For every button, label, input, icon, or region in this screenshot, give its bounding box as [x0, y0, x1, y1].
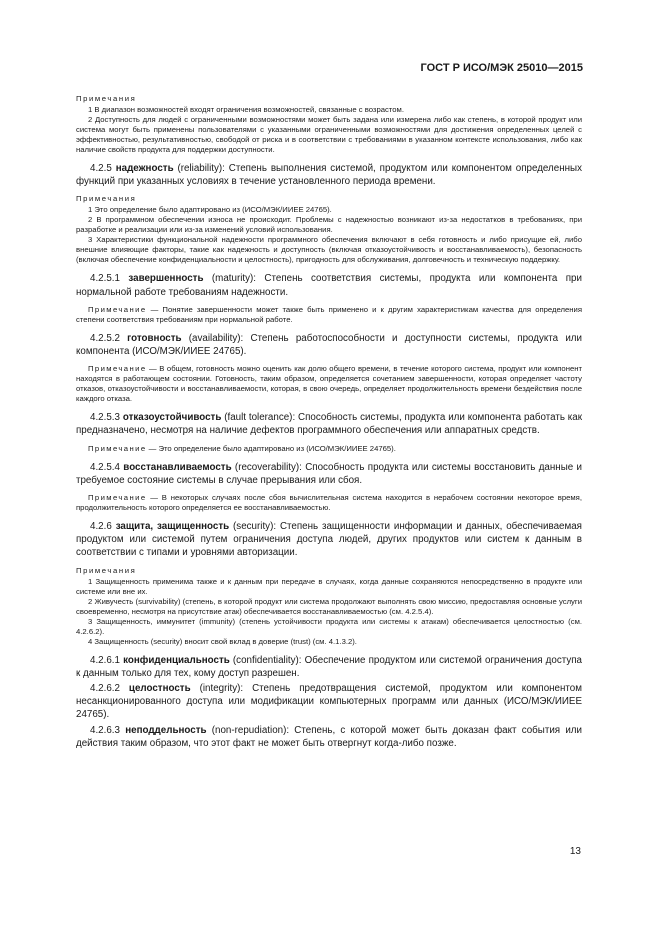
clause-number: 4.2.5.1	[90, 273, 120, 285]
note-single	[76, 493, 582, 513]
note-text: — Это определение было адаптировано из (ИСО/МЭК/ИИЕЕ 24765).	[146, 443, 396, 453]
term: конфиденциальность	[123, 654, 230, 666]
note-text: — В некоторых случаях после сбоя вычислительная система находится в нерабочем состоянии некоторое время, продолжительность которого определяется ее восстанавливаемостью.	[76, 493, 582, 513]
clause-number: 4.2.5.2	[90, 332, 120, 344]
clause-number: 4.2.6.2	[90, 683, 120, 695]
clause-4-2-5-3	[76, 411, 582, 437]
page-content	[76, 94, 582, 752]
term-english: (non-repudiation)	[206, 724, 287, 736]
clause-4-2-6-2	[76, 682, 582, 722]
clause-number: 4.2.6.1	[90, 654, 120, 666]
note-item: 1 В диапазон возможностей входят ограничения возможностей, связанные с возрастом.	[88, 105, 404, 114]
note-label: Примечание	[88, 493, 147, 503]
clause-4-2-6	[76, 520, 582, 560]
note-item: 4 Защищенность (security) вносит свой вклад в доверие (trust) (см. 4.1.3.2).	[88, 636, 357, 646]
clause-4-2-5-4	[76, 461, 582, 487]
clause-number: 4.2.5.3	[90, 412, 120, 424]
clause-number: 4.2.6.3	[90, 724, 120, 736]
definition: : Степень работоспособности и доступности системы, продукта или компонента (ИСО/МЭК/ИИЕЕ 24765).	[76, 332, 582, 358]
clause-4-2-6-1	[76, 654, 582, 680]
note-group	[76, 194, 582, 265]
note-single	[76, 444, 582, 454]
note-item: 1 Это определение было адаптировано из (ИСО/МЭК/ИИЕЕ 24765).	[88, 205, 332, 215]
term-english: (security)	[229, 521, 274, 533]
term-english: (availability)	[181, 332, 241, 344]
note-text: — Понятие завершенности может также быть применено и к другим характеристикам качества для определения степени соответствия требованиям при нормальной работе.	[76, 304, 582, 324]
term-english: (confidentiality)	[229, 654, 299, 666]
note-label: Примечание	[88, 364, 147, 374]
clause-number: 4.2.6	[90, 521, 112, 533]
definition: : Степень, с которой может быть доказан факт события или действия таким образом, что этот факт не может быть отвергнут когда-либо позже.	[76, 724, 582, 749]
note-label: Примечание	[88, 304, 147, 314]
note-item: 1 Защищенность применима также и к данным при передаче в случаях, когда данные сохраняются непосредственно в продукте или системе или вне их.	[76, 576, 582, 596]
term: надежность	[115, 163, 174, 174]
term: защита, защищенность	[115, 521, 230, 533]
note-label: Примечание	[88, 443, 147, 453]
definition: : Способность продукта или системы восстановить данные и требуемое состояние системы в случае прерывания или сбоя.	[76, 461, 582, 486]
term-english: (recoverability)	[231, 461, 300, 473]
clause-4-2-5	[76, 162, 582, 188]
note-single	[76, 305, 582, 325]
note-item: 3 Защищенность, иммунитет (immunity) (степень устойчивости продукта или системы к атакам) обеспечивается целостностью (см. 4.2.6.2).	[76, 616, 582, 636]
notes-heading: Примечания	[76, 194, 137, 204]
definition: : Степень выполнения системой, продуктом или компонентом определенных функций при указанных условиях в течение установленного периода времени.	[76, 163, 582, 188]
term: готовность	[127, 332, 182, 344]
note-group	[76, 94, 582, 155]
note-item: 2 В программном обеспечении износа не происходит. Проблемы с надежностью возникают из-за недостатков в требованиях, при разработке и реализации или из-за изменений условий использования.	[76, 215, 582, 235]
standard-header: ГОСТ Р ИСО/МЭК 25010—2015	[420, 62, 583, 74]
definition: : Степень соответствия системы, продукта или компонента при нормальной работе требованиям надежности.	[76, 273, 582, 298]
clause-number: 4.2.5.4	[90, 461, 120, 473]
notes-heading: Примечания	[76, 94, 137, 103]
term: восстанавливаемость	[123, 461, 232, 473]
term: отказоустойчивость	[122, 412, 222, 424]
note-item: 2 Доступность для людей с ограниченными возможностями может быть задана или измерена либо как степень, в которой продукт или система могут быть применены пользователями с указанными ограниченными возможностями для достижения определенных целей с эффективностью, результативностью, свободой от риска и в соответствии с требованиями в указанном контексте использования, либо как наличие свойств продукта для поддержки доступности.	[76, 115, 582, 154]
term-english: (fault tolerance)	[221, 412, 293, 424]
page-number: 13	[569, 846, 581, 857]
note-item: 3 Характеристики функциональной надежности программного обеспечения включают в себя готовность и либо присущие ей, либо внешние влияющие факторы, такие как надежность и доступность (включая отказоустойчивость и восстанавливаемость), безопасность (включая обеспечение конфиденциальности и целостность), пригодность для обслуживания, долговечность и техническую поддержку.	[76, 235, 582, 265]
term: целостность	[128, 683, 191, 695]
note-single	[76, 364, 582, 404]
notes-heading: Примечания	[76, 565, 137, 575]
definition: : Степень защищенности информации и данных, обеспечиваемая продуктом или системой путем ограничения доступа людей, других продуктов или систем к данным в соответствии с типами и уровнями авторизации.	[76, 521, 582, 559]
term-english: (maturity)	[203, 273, 254, 285]
clause-4-2-5-1	[76, 272, 582, 298]
clause-4-2-5-2	[76, 332, 582, 358]
definition: : Обеспечение продуктом или системой ограничения доступа к данным только для тех, кому доступ разрешен.	[76, 654, 582, 679]
note-group	[76, 566, 582, 647]
definition: : Степень предотвращения системой, продуктом или компонентом несанкционированного доступа или модификации компьютерных программ или данных (ИСО/МЭК/ИИЕЕ 24765).	[76, 683, 582, 721]
term: завершенность	[128, 273, 204, 285]
term-english: (reliability)	[173, 163, 223, 174]
term-english: (integrity)	[190, 683, 241, 695]
clause-number: 4.2.5	[90, 163, 112, 174]
definition: : Способность системы, продукта или компонента работать как предназначено, несмотря на наличие дефектов программного обеспечения или аппаратных средств.	[76, 412, 582, 437]
note-item: 2 Живучесть (survivability) (степень, в которой продукт или система продолжают выполнять свою миссию, предоставляя основные услуги своевременно, несмотря на присутствие атак) обеспечивается восстанавливаемостью (см. 4.2.5.4).	[76, 596, 582, 616]
term: неподдельность	[125, 724, 207, 736]
clause-4-2-6-3	[76, 724, 582, 750]
note-text: — В общем, готовность можно оценить как долю общего времени, в течение которого система, продукт или компонент находятся в работающем состоянии. Готовность, таким образом, определяется сочетанием завершенности, которая определяет частоту отказов, отказоустойчивости и восстанавливаемости, которая, в свою очередь, определяет продолжительность времени бездействия после каждого отказа.	[76, 364, 582, 404]
